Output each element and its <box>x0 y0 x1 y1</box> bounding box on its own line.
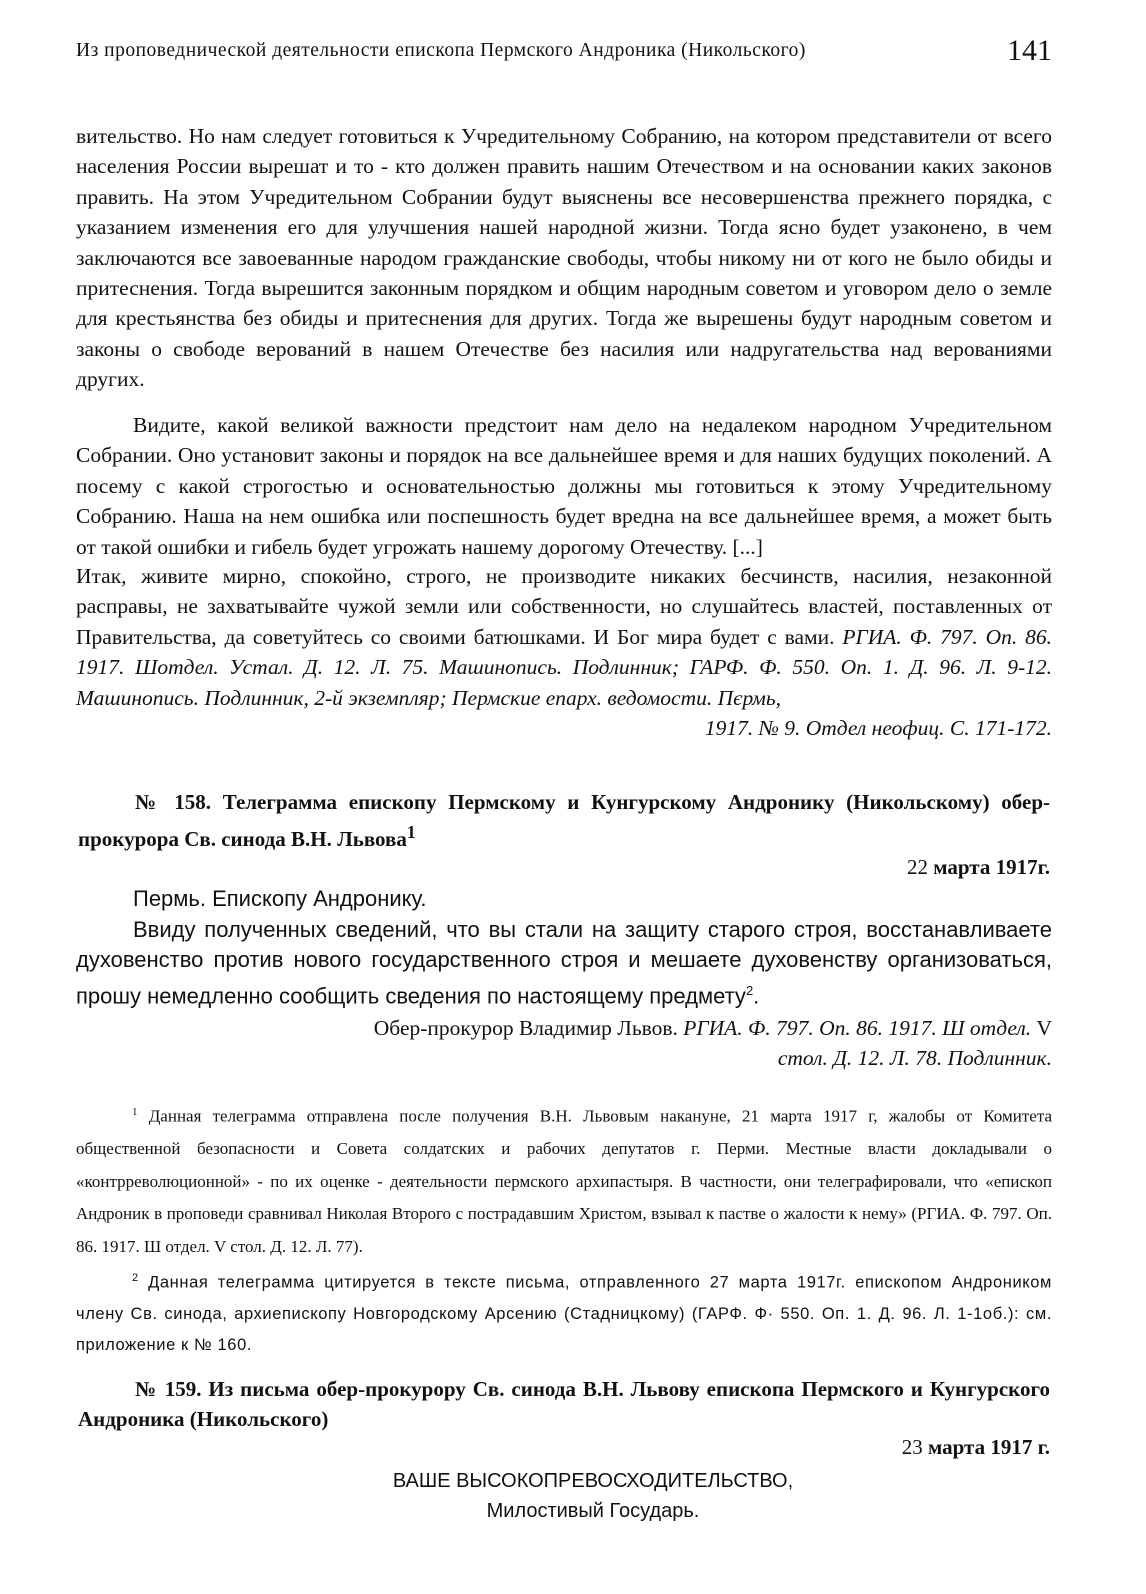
running-title: Из проповеднической деятельности епископа Пермского Андроника (Никольского) <box>76 40 806 61</box>
footnote-2-mark: 2 <box>132 1271 139 1284</box>
document-159-date <box>902 1435 1050 1460</box>
page-number: 141 <box>1007 34 1052 67</box>
date-month-year: марта 1917г. <box>933 855 1050 879</box>
footnote-ref-2: 2 <box>745 982 754 998</box>
footnote-1-mark: 1 <box>132 1106 138 1118</box>
archive-reference: РГИА. Ф. 797. Оп. 86. 1917. Шотдел. Устал. Д. 12. Л. 75. Машинопись. Подлинник; ГАРФ. Ф. 550. Оп. 1. Д. 96. Л. 9-12. Машинопись. Подлинник, 2-й экземпляр; Пермские епарх. ведомости. Пєрмь, <box>76 624 1053 710</box>
signature-archive-ref: РГИА. Ф. 797. Оп. 86. 1917. Ш отдел. <box>683 1016 1032 1040</box>
salutation-line-1: ВАШЕ ВЫСОКОПРЕВОСХОДИТЕЛЬСТВО, <box>392 1470 794 1492</box>
salutation-line-2: Милостивый Государь. <box>486 1500 700 1522</box>
telegram-signature <box>76 1013 1052 1074</box>
date-day: 23 <box>901 1435 923 1459</box>
footnote-2-text: Данная телеграмма цитируется в тексте письма, отправленного 27 марта 1917г. епископом Андроником члену Св. синода, архиепископу Новгородскому Арсению (Стадницкому) (ГАРФ. Ф· 550. Оп. 1. Д. 96. Л. 1-1об.): см. приложение к № 160. <box>76 1273 1052 1354</box>
document-158-date <box>907 855 1050 880</box>
conclusion-text: Итак, живите мирно, спокойно, строго, не производите никаких бесчинств, насилия, незаконной расправы, не захватывайте чужой земли или собственности, но слушайтесь властей, поставленных от Правительства, да советуйтесь со своими батюшками. И Бог мира будет с вами. <box>76 564 1052 649</box>
paragraph-conclusion <box>76 561 1052 743</box>
footnote-1-text: Данная телеграмма отправлена после получения В.Н. Львовым накануне, 21 марта 1917 г, жалобы от Комитета общественной безопасности и Совета солдатских и рабочих депутатов г. Перми. Местные власти докладывали о «контрреволюционной» - по их оценке - деятельности пермского архипастыря. В частности, они телеграфировали, что «епископ Андроник в проповеди сравнивал Николая Второго с пострадавшим Христом, взывал к пастве о жалости к нему» (РГИА. Ф. 797. Оп. 86. 1917. Ш отдел. V стол. Д. 12. Л. 77). <box>76 1106 1052 1257</box>
archive-reference-end: 1917. № 9. Отдел неофиц. С. 171-172. <box>704 716 1052 741</box>
telegram-text-content: Ввиду полученных сведений, что вы стали на защиту старого строя, восстанавливаете духовенство против нового государственного строя и мешаете духовенству организоваться, прошу немедленно сообщить сведения по настоящему предмету <box>76 916 1052 1008</box>
date-day: 22 <box>906 855 928 879</box>
footnote-1 <box>76 1096 1052 1264</box>
telegram-text <box>76 915 1052 1012</box>
date-month-year: марта 1917 г. <box>927 1435 1050 1459</box>
document-158-heading <box>78 787 1050 854</box>
telegram-text-end: . <box>753 982 760 1008</box>
telegram-addressee: Пермь. Епископу Андронику. <box>133 886 427 911</box>
signature-archive-ref-mid: V <box>1036 1016 1052 1040</box>
document-158-title: № 158. Телеграмма епископу Пермскому и Кунгурскому Андронику (Никольскому) обер-прокурора Св. синода В.Н. Львова <box>78 790 1050 851</box>
letter-salutation <box>0 1466 1146 1526</box>
paragraph-importance: Видите, какой великой важности предстоит нам дело на недалеком народном Учредительном Собрании. Оно установит законы и порядок на все дальнейшее время и для наших будущих поколений. А посему с какой строгостью и основательностью должны мы готовиться к этому Учредительному Собранию. Наша на нем ошибка или поспешность будет вредна на все дальнейшее время, а может быть от такой ошибки и гибель будет угрожать нашему дорогому Отечеству. [...] <box>76 413 1052 559</box>
paragraph-continuation: вительство. Но нам следует готовиться к Учредительному Собранию, на котором представители от всего населения России вырешат и то - кто должен править нашим Отечеством и на основании каких законов править. На этом Учредительном Собрании будут выяснены все несовершенства прежнего порядка, с указанием изменения его для улучшения нашей народной жизни. Тогда ясно будет узаконено, в чем заключаются все завоеванные народом гражданские свободы, чтобы никому ни от кого не было обиды и притеснения. Тогда вырешится законным порядком и общим народным советом и уговором дело о земле для крестьянства без обиды и притеснения для других. Тогда же вырешены будут народным советом и законы о свободе верований в нашем Отечестве без насилия или надругательства над верованиями других. <box>76 124 1052 392</box>
footnote-2 <box>76 1263 1052 1362</box>
document-159-heading: № 159. Из письма обер-прокурору Св. синода В.Н. Львову епископа Пермского и Кунгурского Андроника (Никольского) <box>78 1377 1050 1431</box>
footnote-ref-1: 1 <box>406 822 416 842</box>
signature-name: Обер-прокурор Владимир Львов. <box>373 1016 678 1040</box>
page-header <box>76 34 1066 70</box>
signature-archive-ref-end: стол. Д. 12. Л. 78. Подлинник. <box>777 1046 1052 1071</box>
telegram-body <box>76 884 1052 1011</box>
